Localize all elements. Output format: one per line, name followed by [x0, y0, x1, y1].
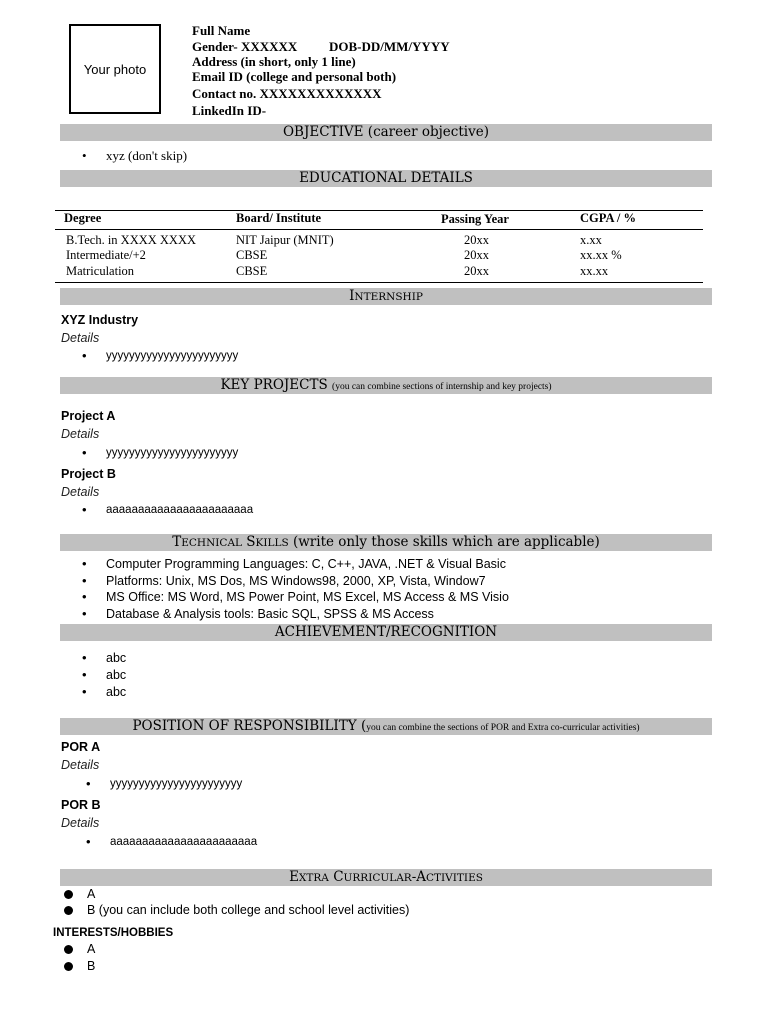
dob: DOB-DD/MM/YYYY	[329, 39, 450, 54]
interest-item: A	[64, 941, 95, 957]
achievement-heading: ACHIEVEMENT/RECOGNITION	[60, 624, 712, 641]
project-b-name: Project B	[61, 467, 116, 481]
internship-item: • yyyyyyyyyyyyyyyyyyyyyyy	[88, 348, 238, 364]
por-heading: POSITION OF RESPONSIBILITY (you can combine the sections of POR and Extra co-curricular activities)	[60, 718, 712, 735]
por-a-details-label: Details	[61, 758, 100, 772]
full-name: Full Name	[192, 23, 251, 38]
email: Email ID (college and personal both)	[192, 69, 397, 84]
project-a-item: • yyyyyyyyyyyyyyyyyyyyyyy	[88, 445, 238, 461]
project-a-name: Project A	[61, 409, 116, 423]
skills-heading: TECHNICAL SKILLS (write only those skills which are applicable)	[60, 534, 712, 551]
edu-row3-board: CBSE	[236, 264, 268, 278]
extra-item: A	[64, 886, 95, 902]
edu-row1-year: 20xx	[464, 233, 489, 247]
por-a-item: • yyyyyyyyyyyyyyyyyyyyyyy	[92, 776, 242, 792]
col-cgpa: CGPA / %	[580, 211, 637, 225]
por-b-item: • aaaaaaaaaaaaaaaaaaaaaaa	[92, 834, 257, 850]
edu-row1-degree: B.Tech. in XXXX XXXX	[66, 233, 197, 247]
project-b-item: • aaaaaaaaaaaaaaaaaaaaaaa	[88, 502, 253, 518]
edu-row2-cgpa: xx.xx %	[580, 248, 622, 262]
internship-company: XYZ Industry	[61, 313, 139, 327]
internship-heading: INTERNSHIP	[60, 288, 712, 305]
contact: Contact no. XXXXXXXXXXXXX	[192, 86, 382, 101]
edu-row3-cgpa: xx.xx	[580, 264, 609, 278]
interests-heading: INTERESTS/HOBBIES	[53, 927, 174, 939]
por-b-name: POR B	[61, 798, 101, 812]
photo-placeholder	[69, 24, 161, 114]
projects-heading: KEY PROJECTS (you can combine sections of internship and key projects)	[60, 377, 712, 394]
linkedin: LinkedIn ID-	[192, 103, 267, 118]
skill-item: • MS Office: MS Word, MS Power Point, MS Excel, MS Access & MS Visio	[88, 589, 509, 605]
col-board: Board/ Institute	[236, 211, 322, 225]
gender: Gender- XXXXXX	[192, 39, 298, 54]
por-b-details-label: Details	[61, 816, 100, 830]
edu-row3-degree: Matriculation	[66, 264, 135, 278]
achievement-item: • abc	[88, 650, 126, 666]
address: Address (in short, only 1 line)	[192, 54, 356, 69]
skill-item: • Platforms: Unix, MS Dos, MS Windows98, 2000, XP, Vista, Window7	[88, 573, 486, 589]
edu-row2-board: CBSE	[236, 248, 268, 262]
interest-item: B	[64, 958, 95, 974]
col-year: Passing Year	[441, 212, 509, 226]
project-b-details-label: Details	[61, 485, 100, 499]
objective-item: • xyz (don't skip)	[88, 148, 187, 164]
education-heading: EDUCATIONAL DETAILS	[60, 170, 712, 187]
photo-label: Your photo	[83, 61, 147, 77]
achievement-item: • abc	[88, 667, 126, 683]
por-a-name: POR A	[61, 740, 101, 754]
edu-row1-board: NIT Jaipur (MNIT)	[236, 233, 334, 247]
objective-heading: OBJECTIVE (career objective)	[60, 124, 712, 141]
edu-row1-cgpa: x.xx	[580, 233, 602, 247]
skill-item: • Computer Programming Languages: C, C++, JAVA, .NET & Visual Basic	[88, 556, 506, 572]
table-header-rule	[55, 229, 703, 230]
table-bottom-rule	[55, 282, 703, 283]
internship-details-label: Details	[61, 331, 100, 345]
col-degree: Degree	[64, 211, 102, 225]
edu-row3-year: 20xx	[464, 264, 489, 278]
achievement-item: • abc	[88, 684, 126, 700]
project-a-details-label: Details	[61, 427, 100, 441]
skill-item: • Database & Analysis tools: Basic SQL, SPSS & MS Access	[88, 606, 434, 622]
edu-row2-year: 20xx	[464, 248, 489, 262]
extra-heading: EXTRA CURRICULAR-ACTIVITIES	[60, 869, 712, 886]
edu-row2-degree: Intermediate/+2	[66, 248, 146, 262]
extra-item: B (you can include both college and school level activities)	[64, 902, 409, 918]
